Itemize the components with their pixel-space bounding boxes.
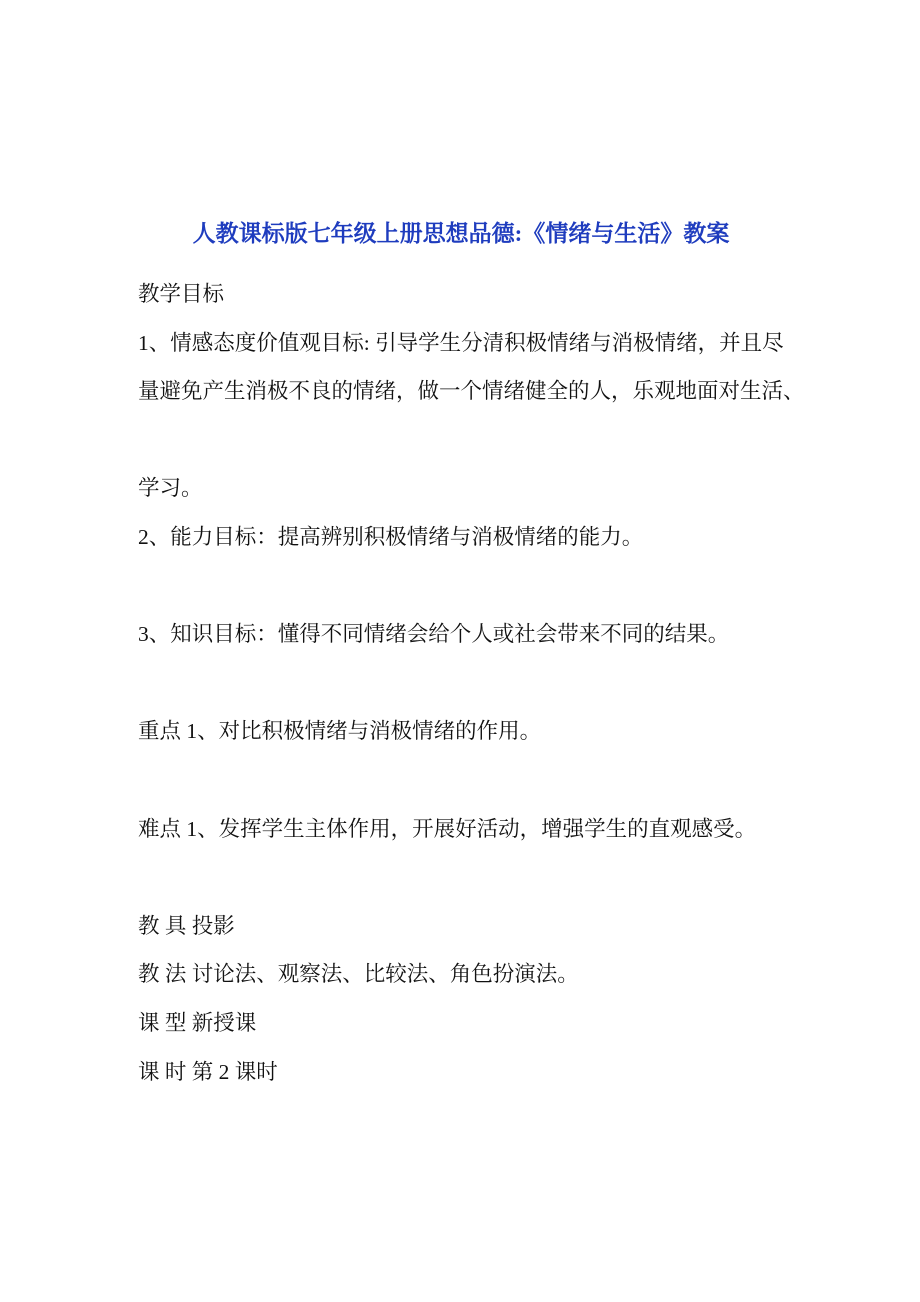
text-line: 难点 1、发挥学生主体作用，开展好活动，增强学生的直观感受。 (138, 816, 757, 841)
text-line: 1、情感态度价值观目标: 引导学生分清积极情绪与消极情绪，并且尽 (138, 330, 784, 355)
text-line: 教 法 讨论法、观察法、比较法、角色扮演法。 (138, 962, 579, 987)
document-title: 人教课标版七年级上册思想品德:《情绪与生活》教案 (192, 221, 730, 246)
empty-line (138, 853, 784, 902)
text-line: 教 具 投影 (138, 913, 235, 938)
text-line: 课 型 新授课 (138, 1010, 257, 1035)
text-line: 量避免产生消极不良的情绪，做一个情绪健全的人，乐观地面对生活、 (138, 379, 805, 404)
empty-line (138, 416, 784, 465)
empty-line (138, 659, 784, 708)
text-line: 2、能力目标：提高辨别积极情绪与消极情绪的能力。 (138, 524, 644, 549)
text-line: 3、知识目标：懂得不同情绪会给个人或社会带来不同的结果。 (138, 622, 730, 647)
text-line: 重点 1、对比积极情绪与消极情绪的作用。 (138, 719, 542, 744)
text-line: 教学目标 (138, 282, 225, 306)
text-line: 课 时 第 2 课时 (138, 1059, 278, 1084)
text-line: 学习。 (138, 476, 203, 501)
empty-line (138, 562, 784, 611)
empty-line (138, 756, 784, 805)
document-body (138, 270, 805, 1096)
